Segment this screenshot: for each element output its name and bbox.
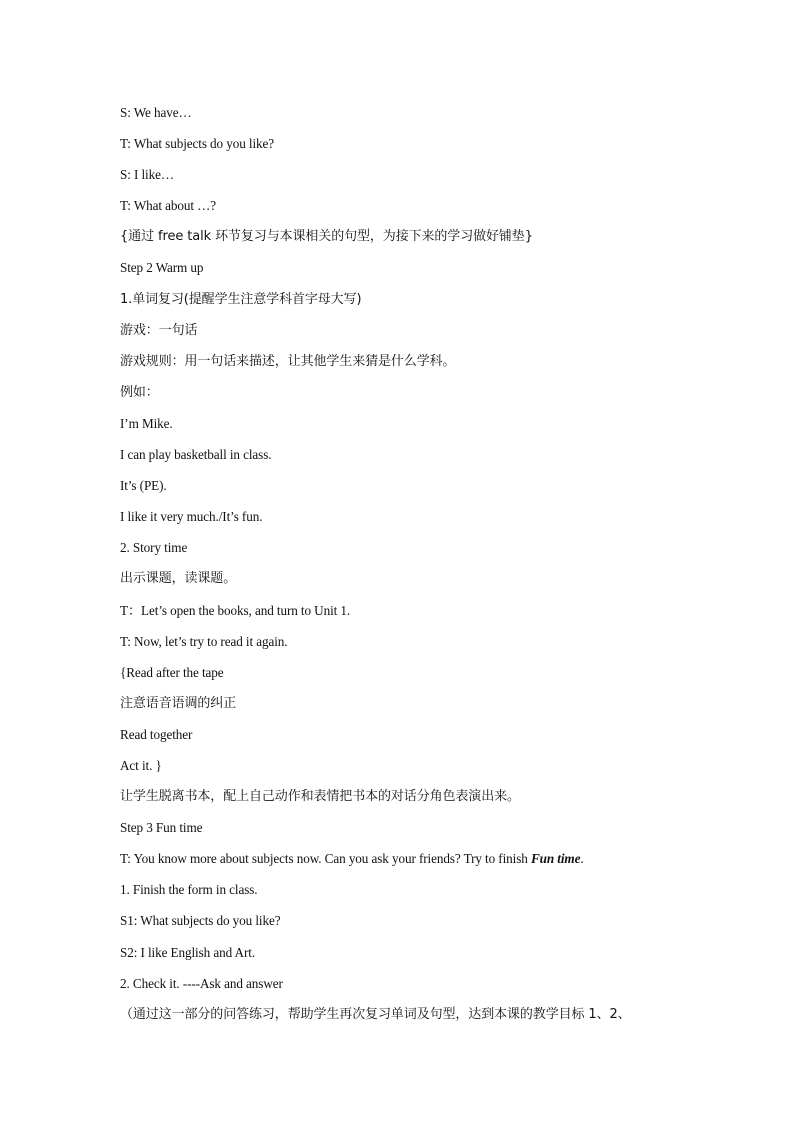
text-segment: . xyxy=(580,851,584,867)
emphasized-text: Fun time xyxy=(530,851,581,867)
text-line: T: What subjects do you like? xyxy=(120,136,275,152)
text-line: {Read after the tape xyxy=(120,664,224,680)
text-line: 1.单词复习(提醒学生注意学科首字母大写) xyxy=(120,291,362,307)
text-line: （通过这一部分的问答练习，帮助学生再次复习单词及句型，达到本课的教学目标 1、2、 xyxy=(120,1006,631,1022)
text-line: S2: I like English and Art. xyxy=(120,944,256,960)
text-line: I can play basketball in class. xyxy=(120,447,272,463)
text-line: Read together xyxy=(120,726,193,742)
text-line: T: What about …? xyxy=(120,198,217,214)
text-line: 1. Finish the form in class. xyxy=(120,882,258,898)
section-heading: Step 3 Fun time xyxy=(120,820,203,836)
text-line: 让学生脱离书本，配上自己动作和表情把书本的对话分角色表演出来。 xyxy=(120,789,520,805)
text-line: Act it. } xyxy=(120,757,162,773)
text-line: It’s (PE). xyxy=(120,478,167,494)
text-line: T: Now, let’s try to read it again. xyxy=(120,633,288,649)
text-line: 游戏：一句话 xyxy=(120,322,198,338)
text-line: S: I like… xyxy=(120,167,174,183)
text-line xyxy=(120,849,700,880)
text-line: S1: What subjects do you like? xyxy=(120,913,281,929)
text-line: 2. Check it. ----Ask and answer xyxy=(120,975,283,991)
text-line: 游戏规则：用一句话来描述，让其他学生来猜是什么学科。 xyxy=(120,353,456,369)
section-heading: 2. Story time xyxy=(120,540,188,556)
text-line: 注意语音语调的纠正 xyxy=(120,695,237,711)
text-line: I like it very much./It’s fun. xyxy=(120,509,263,525)
text-line: 例如： xyxy=(120,384,159,400)
document-body xyxy=(120,103,700,1036)
section-heading: Step 2 Warm up xyxy=(120,260,204,276)
text-line: 出示课题，读课题。 xyxy=(120,571,237,587)
text-segment: T: You know more about subjects now. Can you ask your friends? Try to finish xyxy=(120,851,531,867)
text-line: T：Let’s open the books, and turn to Unit 1. xyxy=(120,602,351,618)
text-line: {通过 free talk 环节复习与本课相关的句型，为接下来的学习做好铺垫} xyxy=(120,229,533,245)
text-line: I’m Mike. xyxy=(120,415,173,431)
text-line: S: We have… xyxy=(120,105,192,120)
